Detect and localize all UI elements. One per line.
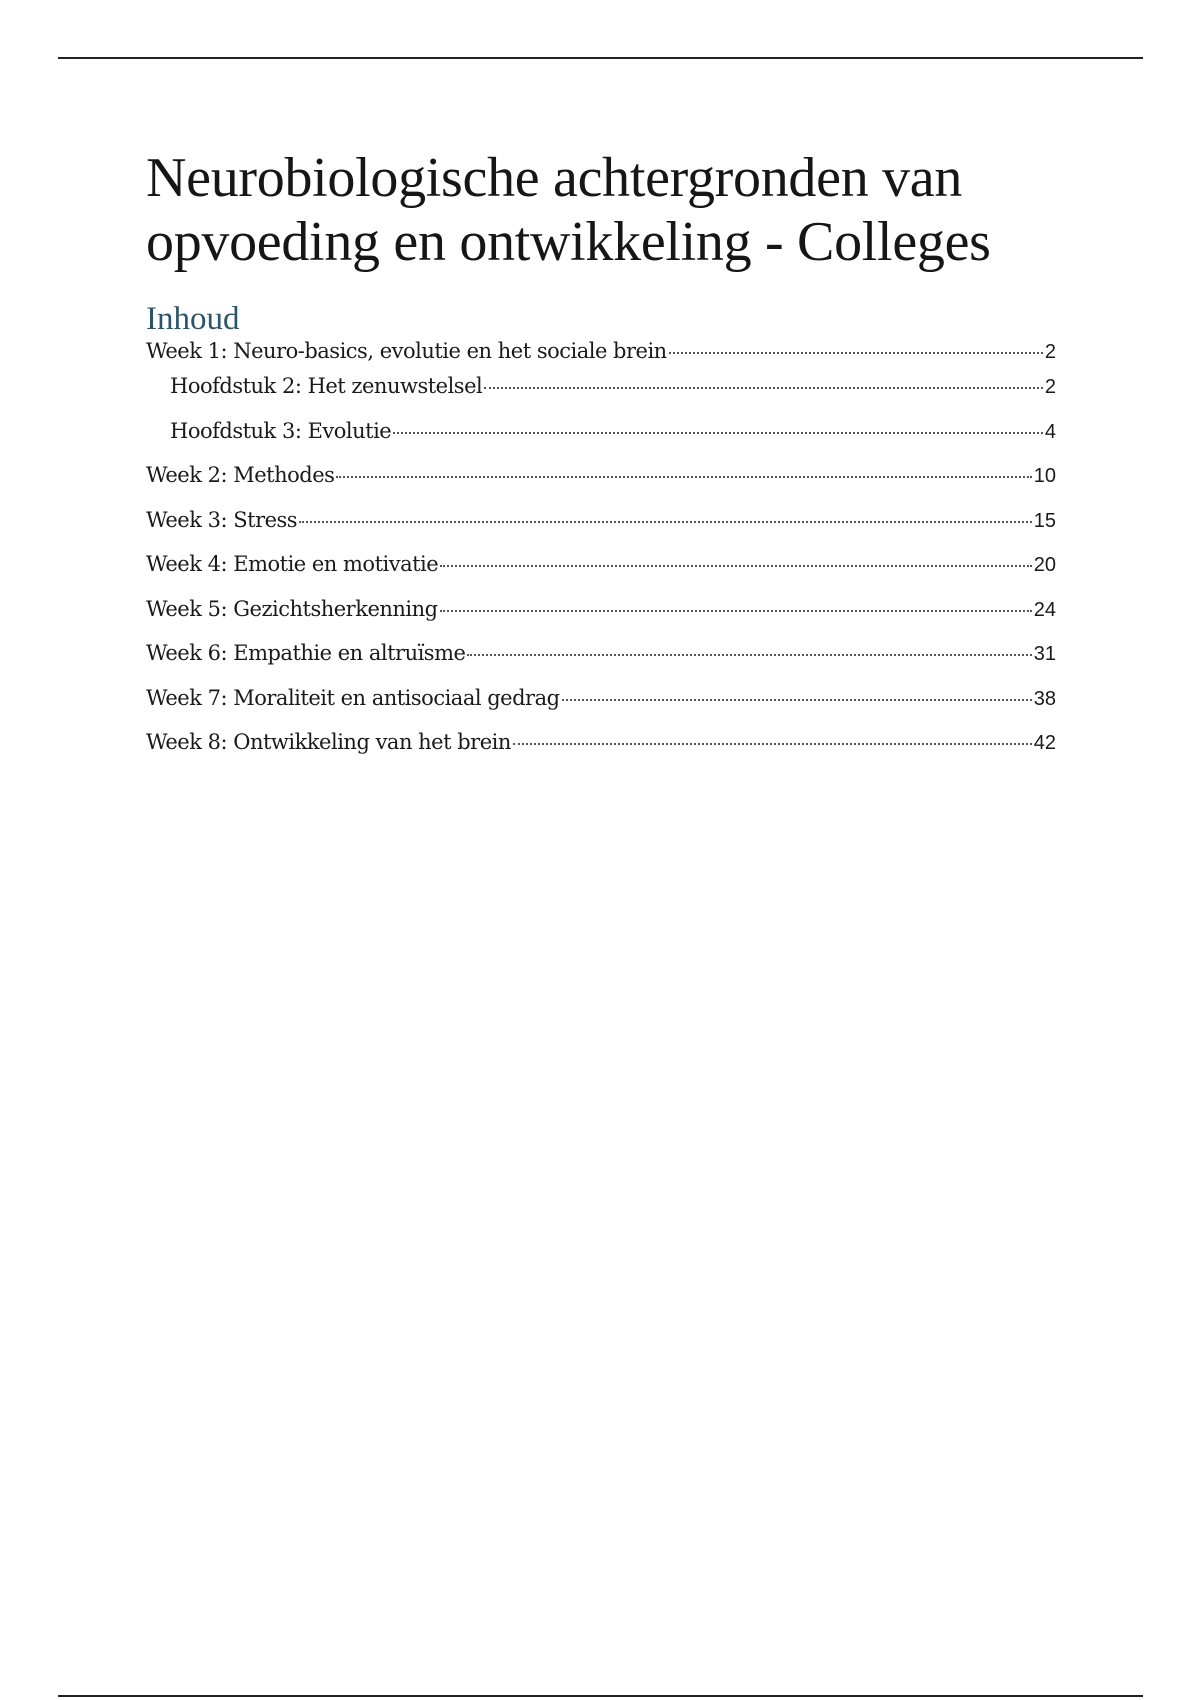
toc-dot-leader bbox=[484, 387, 1043, 389]
toc-entry-week-5[interactable] bbox=[146, 597, 1056, 642]
toc-entry-label: Week 4: Emotie en motivatie bbox=[146, 552, 439, 576]
toc-page-number: 42 bbox=[1033, 732, 1056, 754]
toc-dot-leader bbox=[669, 352, 1043, 354]
toc-entry-label: Week 7: Moraliteit en antisociaal gedrag bbox=[146, 685, 560, 710]
toc-heading: Inhoud bbox=[146, 301, 240, 337]
toc-page-number: 24 bbox=[1033, 598, 1056, 621]
toc-page-number: 2 bbox=[1044, 376, 1056, 398]
toc-entry-label: Week 2: Methodes bbox=[146, 463, 335, 487]
toc-entry-week-2[interactable] bbox=[146, 463, 1056, 508]
toc-dot-leader bbox=[513, 743, 1032, 745]
document-body bbox=[146, 146, 1056, 775]
toc-entry-week-7[interactable] bbox=[146, 686, 1056, 731]
toc-entry-label: Hoofdstuk 3: Evolutie bbox=[170, 418, 392, 443]
toc-page-number: 2 bbox=[1044, 341, 1056, 363]
document-title: Neurobiologische achtergronden van opvoeding en ontwikkeling - Colleges bbox=[146, 147, 991, 273]
toc-page-number: 31 bbox=[1033, 643, 1056, 665]
toc-dot-leader bbox=[440, 565, 1032, 567]
toc-page-number: 15 bbox=[1033, 509, 1056, 532]
toc-page-number: 20 bbox=[1033, 554, 1056, 576]
toc-dot-leader bbox=[336, 476, 1031, 478]
toc-entry-label: Week 1: Neuro-basics, evolutie en het sociale brein bbox=[146, 339, 667, 363]
header-rule bbox=[58, 57, 1143, 59]
toc-entry-hoofdstuk-3[interactable] bbox=[146, 419, 1056, 464]
toc-dot-leader bbox=[562, 699, 1032, 701]
toc-dot-leader bbox=[393, 432, 1043, 434]
toc-page-number: 38 bbox=[1033, 687, 1056, 710]
toc-page-number: 10 bbox=[1033, 465, 1056, 487]
table-of-contents bbox=[146, 339, 1056, 775]
toc-entry-label: Hoofdstuk 2: Het zenuwstelsel bbox=[170, 374, 483, 398]
toc-dot-leader bbox=[467, 654, 1031, 656]
toc-entry-week-1[interactable] bbox=[146, 339, 1056, 374]
toc-entry-label: Week 5: Gezichtsherkenning bbox=[146, 596, 438, 621]
toc-dot-leader bbox=[299, 521, 1032, 523]
toc-entry-label: Week 8: Ontwikkeling van het brein bbox=[146, 730, 511, 754]
toc-entry-week-6[interactable] bbox=[146, 641, 1056, 686]
toc-entry-label: Week 3: Stress bbox=[146, 507, 298, 532]
toc-entry-week-8[interactable] bbox=[146, 730, 1056, 775]
toc-page-number: 4 bbox=[1044, 420, 1056, 443]
toc-dot-leader bbox=[440, 610, 1032, 612]
toc-entry-week-3[interactable] bbox=[146, 508, 1056, 553]
toc-entry-label: Week 6: Empathie en altruïsme bbox=[146, 641, 466, 665]
footer-rule bbox=[58, 1695, 1143, 1697]
toc-entry-week-4[interactable] bbox=[146, 552, 1056, 597]
toc-entry-hoofdstuk-2[interactable] bbox=[146, 374, 1056, 419]
